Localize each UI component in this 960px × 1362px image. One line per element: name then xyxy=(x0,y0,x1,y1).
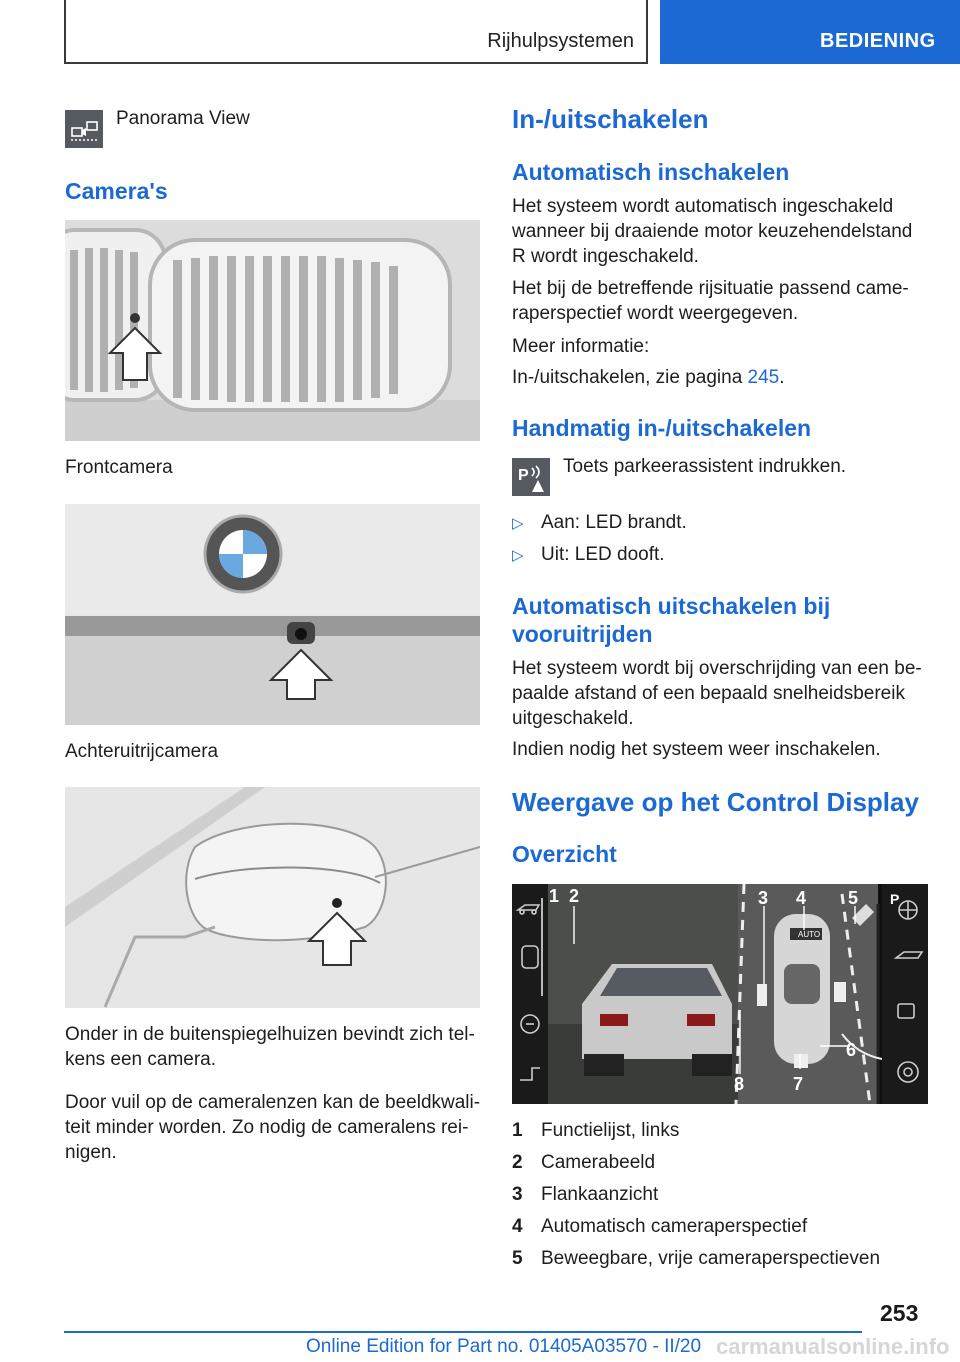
callout-1: 1 xyxy=(549,886,560,906)
bullet-triangle-icon: ▷ xyxy=(512,515,524,532)
page-link-245[interactable]: 245 xyxy=(747,367,780,388)
side-mirror-photo xyxy=(65,787,480,1008)
header-section-title: Rijhulpsystemen xyxy=(487,30,634,52)
panorama-view-label: Panorama View xyxy=(116,108,250,129)
header-chapter-title: BEDIENING xyxy=(820,30,936,52)
manual-heading: Handmatig in-/uitschakelen xyxy=(512,415,812,441)
control-display-heading: Weergave op het Control Display xyxy=(512,787,919,817)
park-assist-instruction: Toets parkeerassistent indrukken. xyxy=(563,456,847,477)
front-camera-caption: Frontcamera xyxy=(65,457,173,478)
rear-camera-photo xyxy=(65,504,480,725)
park-assist-button-icon xyxy=(512,458,550,496)
cross-reference: In-/uitschakelen, zie pagina 245. xyxy=(512,367,785,388)
more-info-label: Meer informatie: xyxy=(512,336,650,357)
overview-heading: Overzicht xyxy=(512,841,617,867)
mirror-camera-paragraph: Onder in de buitenspiegelhuizen bevindt zich tel- kens een camera. xyxy=(65,1024,475,1070)
list-item: 4 Automatisch cameraperspectief xyxy=(512,1216,808,1237)
auto-on-paragraph: Het systeem wordt automatisch ingeschakeld wanneer bij draaiende motor keuzehendelstand R wordt ingeschakeld. xyxy=(512,196,913,267)
svg-text:P: P xyxy=(890,891,900,907)
control-display-screenshot xyxy=(512,884,928,1104)
perspective-paragraph: Het bij de betreffende rijsituatie passend came- raperspectief wordt weergegeven. xyxy=(512,278,909,324)
reactivate-paragraph: Indien nodig het systeem weer inschakelen. xyxy=(512,739,881,760)
bullet-led-off: ▷ Uit: LED dooft. xyxy=(512,544,665,565)
header-section-box xyxy=(64,0,648,64)
callout-7: 7 xyxy=(793,1074,804,1094)
list-item: 1 Functielijst, links xyxy=(512,1120,680,1141)
footer-rule xyxy=(64,1331,862,1333)
callout-3: 3 xyxy=(758,888,769,908)
callout-8: 8 xyxy=(734,1074,745,1094)
auto-on-heading: Automatisch inschakelen xyxy=(512,159,790,185)
inout-heading: In-/uitschakelen xyxy=(512,104,709,134)
callout-2: 2 xyxy=(569,886,580,906)
svg-text:P: P xyxy=(518,467,529,484)
auto-indicator: AUTO xyxy=(798,930,821,939)
list-item: 2 Camerabeeld xyxy=(512,1152,656,1173)
callout-5: 5 xyxy=(848,888,859,908)
front-camera-photo xyxy=(65,220,480,441)
bullet-triangle-icon: ▷ xyxy=(512,547,524,564)
bullet-led-on: ▷ Aan: LED brandt. xyxy=(512,512,687,533)
auto-off-heading: Automatisch uitschakelen bij vooruitrijden xyxy=(512,593,831,647)
edition-notice: Online Edition for Part no. 01405A03570 - II/20 xyxy=(306,1336,702,1357)
list-item: 3 Flankaanzicht xyxy=(512,1184,659,1205)
panorama-view-icon xyxy=(65,110,103,148)
callout-4: 4 xyxy=(796,888,807,908)
lens-dirt-paragraph: Door vuil op de cameralenzen kan de beeldkwali- teit minder worden. Zo nodig de cameralens rei- nigen. xyxy=(65,1092,481,1163)
cameras-heading: Camera's xyxy=(65,178,168,204)
list-item: 5 Beweegbare, vrije cameraperspectieven xyxy=(512,1248,881,1269)
rear-camera-caption: Achteruitrijcamera xyxy=(65,741,219,762)
watermark: carmanualsonline.info xyxy=(716,1334,950,1359)
auto-off-paragraph: Het systeem wordt bij overschrijding van een be- paalde afstand of een bepaald snelheidsbereik uitgeschakeld. xyxy=(512,658,922,729)
page-number: 253 xyxy=(880,1300,919,1326)
header-chapter-tab xyxy=(660,0,960,64)
legend-list xyxy=(512,1118,932,1278)
callout-6: 6 xyxy=(846,1040,857,1060)
